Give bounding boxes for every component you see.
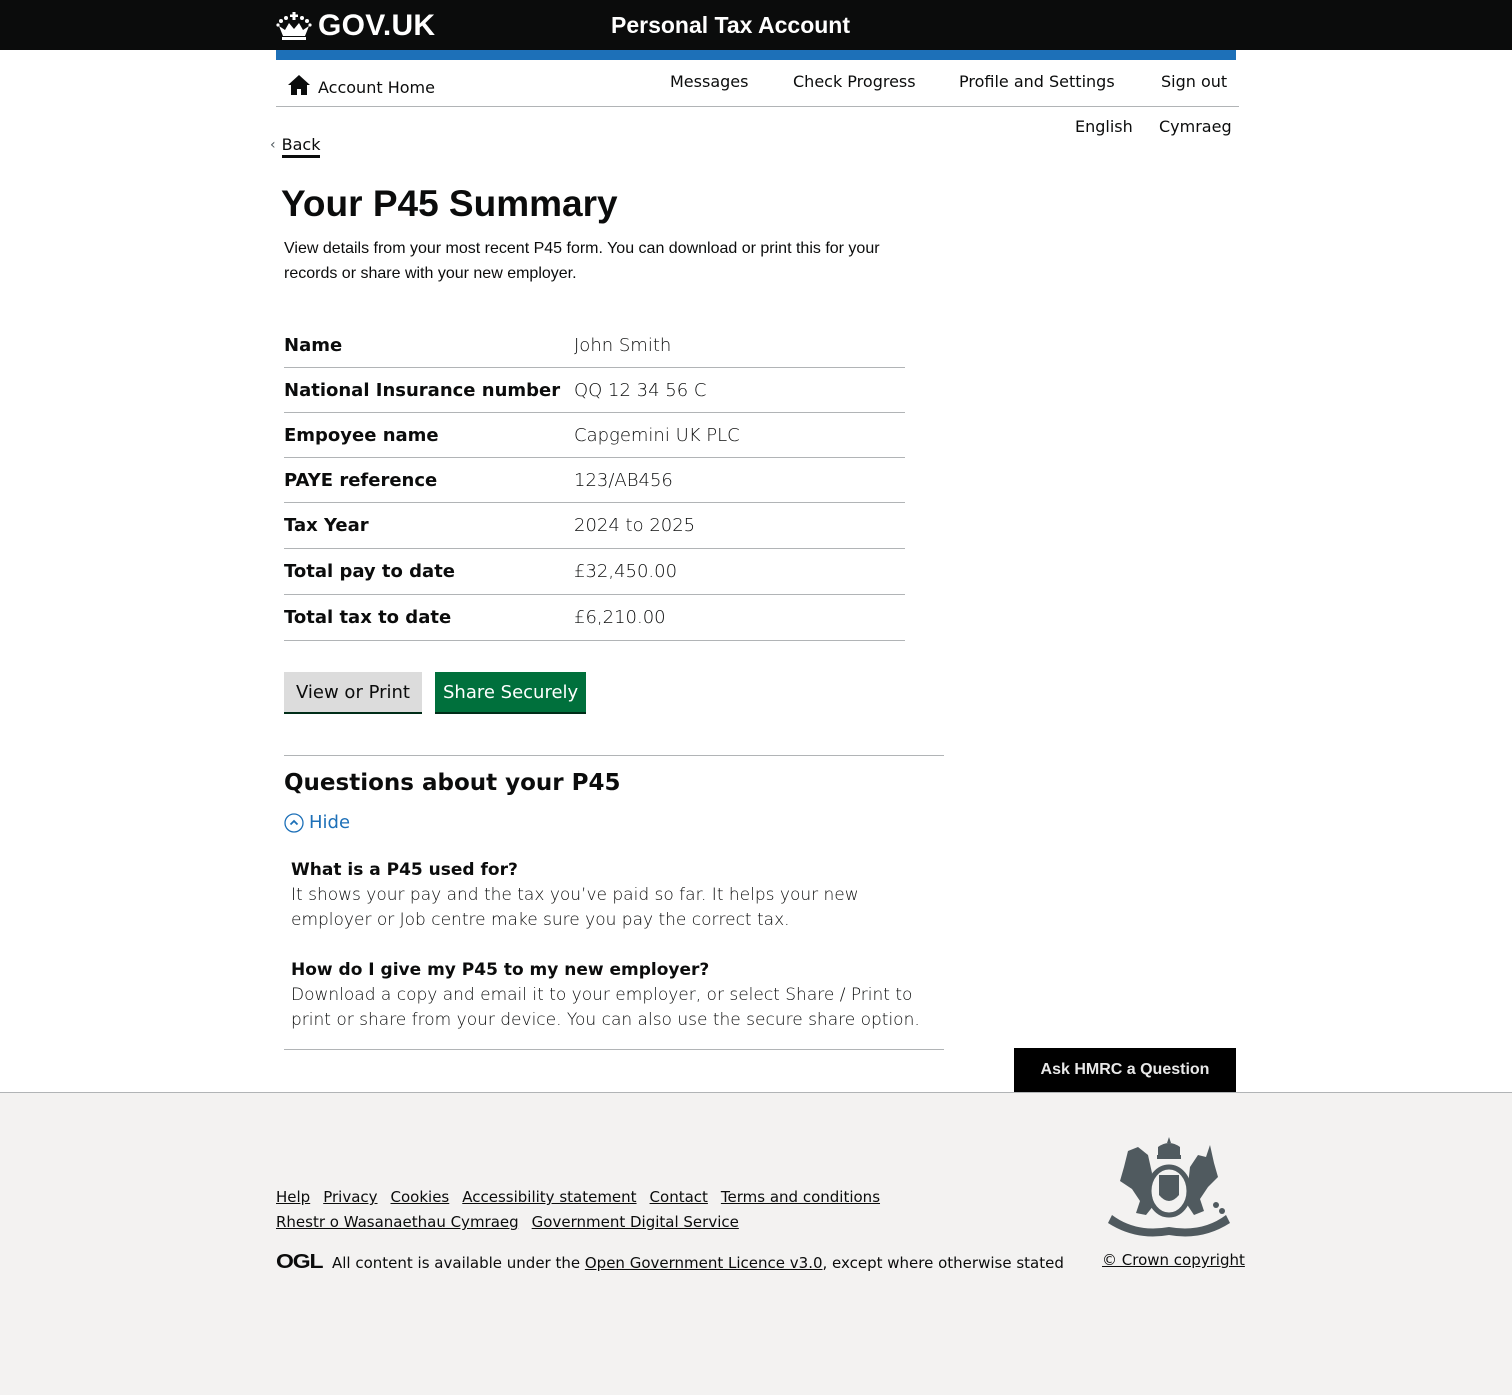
share-securely-button[interactable]: Share Securely bbox=[435, 672, 586, 712]
p45-summary-list bbox=[284, 323, 905, 641]
page-title: Your P45 Summary bbox=[281, 183, 618, 224]
nav-sign-out[interactable]: Sign out bbox=[1161, 72, 1228, 91]
govuk-header bbox=[0, 0, 1512, 50]
back-link-label: Back bbox=[282, 135, 321, 158]
licence-suffix: , except where otherwise stated bbox=[822, 1253, 1064, 1272]
faq-answer: Download a copy and email it to your employer, or select Share / Print to print or share from your device. You can also use the secure share option. bbox=[291, 985, 920, 1030]
ask-hmrc-button[interactable]: Ask HMRC a Question bbox=[1014, 1048, 1236, 1092]
footer bbox=[0, 1092, 1512, 1395]
summary-value: John Smith bbox=[574, 334, 672, 356]
footer-links-row bbox=[276, 1185, 893, 1210]
faq-hide-toggle[interactable] bbox=[284, 812, 350, 833]
summary-row-paye-ref bbox=[284, 458, 905, 503]
summary-key: Empoyee name bbox=[284, 424, 439, 446]
faq-answer: It shows your pay and the tax you’ve paid so far. It helps your new employer or Job centre make sure you pay the correct tax. bbox=[291, 885, 859, 930]
licence-prefix: All content is available under the bbox=[332, 1253, 585, 1272]
summary-row-name bbox=[284, 323, 905, 368]
chevron-left-icon: ‹ bbox=[270, 136, 276, 153]
action-buttons bbox=[284, 672, 586, 712]
faq-question: How do I give my P45 to my new employer? bbox=[291, 960, 710, 980]
faq-hide-label: Hide bbox=[309, 812, 351, 833]
nav-profile-settings[interactable]: Profile and Settings bbox=[959, 72, 1115, 91]
summary-key: Total tax to date bbox=[284, 607, 452, 628]
account-nav bbox=[276, 60, 1239, 107]
home-icon bbox=[287, 74, 311, 96]
footer-link-accessibility[interactable]: Accessibility statement bbox=[462, 1188, 637, 1206]
faq-title: Questions about your P45 bbox=[284, 770, 621, 796]
faq-section bbox=[284, 755, 944, 1050]
nav-messages[interactable]: Messages bbox=[670, 72, 749, 91]
summary-key: Total pay to date bbox=[284, 561, 455, 582]
govuk-logo-text: GOV.UK bbox=[318, 9, 436, 42]
summary-value: £32,450.00 bbox=[574, 561, 678, 582]
language-english[interactable]: English bbox=[1075, 117, 1133, 136]
govuk-logo-link[interactable] bbox=[276, 8, 435, 44]
summary-row-total-pay bbox=[284, 549, 905, 595]
summary-key: PAYE reference bbox=[284, 469, 438, 491]
language-cymraeg[interactable]: Cymraeg bbox=[1159, 117, 1232, 136]
footer-links-row bbox=[276, 1210, 893, 1235]
licence-statement bbox=[276, 1251, 1064, 1274]
footer-link-cookies[interactable]: Cookies bbox=[390, 1188, 450, 1206]
nav-account-home-label: Account Home bbox=[318, 78, 435, 97]
header-blue-bar bbox=[276, 50, 1236, 60]
summary-row-ni-number bbox=[284, 368, 905, 413]
footer-link-welsh-services[interactable]: Rhestr o Wasanaethau Cymraeg bbox=[276, 1213, 519, 1231]
crown-icon bbox=[276, 12, 312, 40]
footer-link-terms[interactable]: Terms and conditions bbox=[720, 1188, 881, 1206]
royal-coat-of-arms-icon bbox=[1106, 1137, 1232, 1241]
footer-link-contact[interactable]: Contact bbox=[649, 1188, 708, 1206]
crown-copyright-link[interactable]: © Crown copyright bbox=[1102, 1251, 1245, 1269]
summary-value: QQ 12 34 56 C bbox=[574, 379, 707, 401]
summary-key: National Insurance number bbox=[284, 379, 561, 401]
nav-account-home[interactable] bbox=[287, 72, 435, 97]
summary-value: £6,210.00 bbox=[574, 607, 666, 628]
summary-row-total-tax bbox=[284, 595, 905, 641]
footer-link-help[interactable]: Help bbox=[276, 1188, 311, 1206]
open-government-licence-link[interactable]: Open Government Licence v3.0 bbox=[584, 1253, 823, 1272]
faq-item bbox=[291, 858, 921, 933]
footer-links bbox=[276, 1185, 893, 1235]
page-intro: View details from your most recent P45 form. You can download or print this for your records or share with your new employer. bbox=[284, 240, 880, 282]
service-name[interactable]: Personal Tax Account bbox=[611, 12, 851, 38]
faq-question: What is a P45 used for? bbox=[291, 860, 518, 880]
back-link[interactable] bbox=[270, 135, 320, 158]
summary-key: Name bbox=[284, 334, 343, 356]
faq-item bbox=[291, 958, 921, 1033]
nav-check-progress[interactable]: Check Progress bbox=[793, 72, 916, 91]
footer-link-privacy[interactable]: Privacy bbox=[323, 1188, 378, 1206]
summary-row-tax-year bbox=[284, 503, 905, 549]
view-or-print-button[interactable]: View or Print bbox=[284, 672, 422, 712]
summary-key: Tax Year bbox=[284, 515, 369, 536]
chevron-up-circle-icon bbox=[284, 813, 304, 833]
summary-value: Capgemini UK PLC bbox=[574, 424, 740, 446]
footer-link-gds[interactable]: Government Digital Service bbox=[531, 1213, 739, 1231]
ogl-logo-icon: OGL bbox=[276, 1251, 323, 1273]
summary-row-employer bbox=[284, 413, 905, 458]
summary-value: 2024 to 2025 bbox=[574, 515, 696, 536]
summary-value: 123/AB456 bbox=[574, 469, 673, 491]
